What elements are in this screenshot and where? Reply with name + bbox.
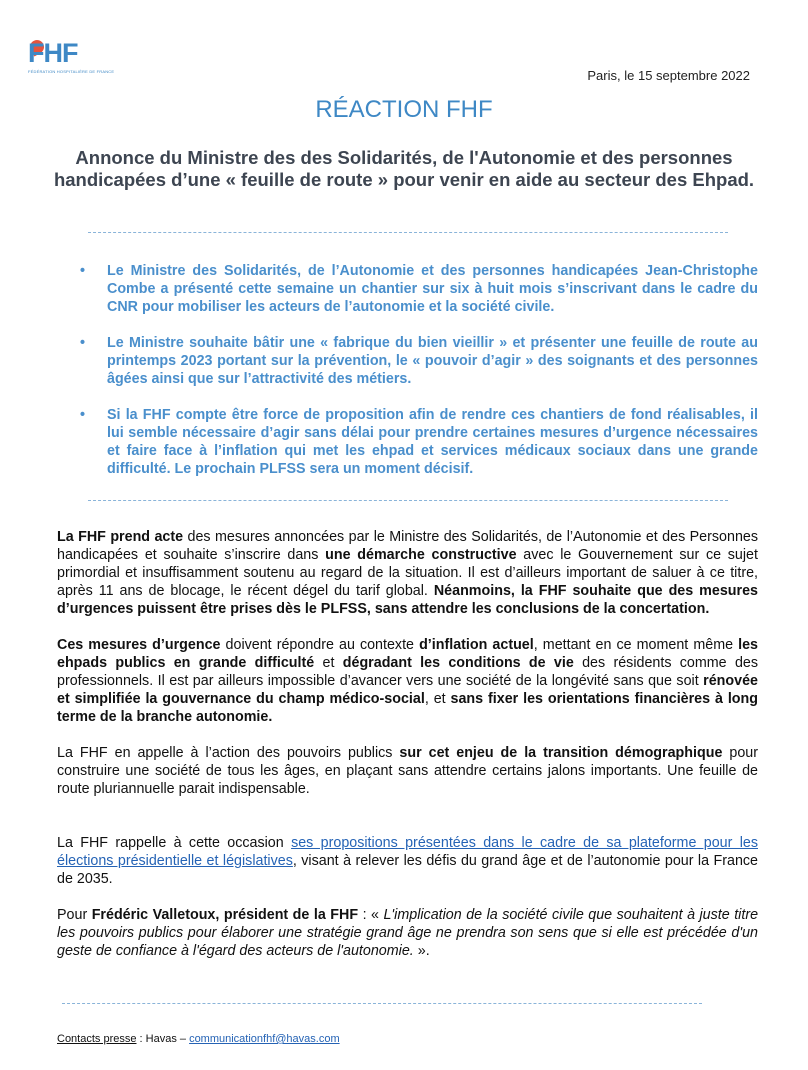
page-subtitle: Annonce du Ministre des des Solidarités, de l'Autonomie et des personnes handicapées d’une « feuille de route » pour venir en aide au secteur des Ehpad. <box>53 147 755 190</box>
list-item: • Le Ministre souhaite bâtir une « fabrique du bien vieillir » et présenter une feuille de route au printemps 2023 portant sur la prévention, le « pouvoir d’agir » des soignants et des personnes âgées ainsi que sur l’attractivité des métiers. <box>80 335 758 387</box>
bullet-icon: • <box>80 407 86 423</box>
list-item: • Le Ministre des Solidarités, de l’Autonomie et des personnes handicapées Jean-Christophe Combe a présenté cette semaine un chantier sur six à huit mois s’inscrivant dans le cadre du CNR pour mobiliser les acteurs de l’autonomie et la société civile. <box>80 263 758 315</box>
bullet-icon: • <box>80 263 86 279</box>
divider-bottom <box>62 1003 702 1004</box>
logo-tagline: FÉDÉRATION HOSPITALIÈRE DE FRANCE <box>28 69 115 74</box>
press-contact: Contacts presse : Havas – communicationfhf@havas.com <box>57 1033 340 1045</box>
paragraph-2: Ces mesures d’urgence doivent répondre au contexte d’inflation actuel, mettant en ce moment même les ehpads publics en grande difficulté et dégradant les conditions de vie des résidents comme des professionnels. Il est par ailleurs impossible d’avancer vers une société de la longévité sans que soit rénovée et simplifiée la gouvernance du champ médico-social, et sans fixer les orientations financières à long terme de la branche autonomie. <box>57 637 758 725</box>
divider-middle <box>88 500 728 501</box>
paragraph-3: La FHF en appelle à l’action des pouvoirs publics sur cet enjeu de la transition démographique pour construire une société de tous les âges, en plaçant sans attendre certains jalons importants. Une feuille de route pluriannuelle parait indispensable. <box>57 745 758 797</box>
page-title: RÉACTION FHF <box>315 96 493 123</box>
contact-email-link[interactable]: communicationfhf@havas.com <box>189 1033 340 1045</box>
paragraph-5-quote: Pour Frédéric Valletoux, président de la FHF : « L'implication de la société civile que souhaitent à juste titre les pouvoirs publics pour élaborer une stratégie grand âge ne prendra son sens que si elle est précédée d'un geste de confiance à l'égard des acteurs de l'autonomie. ». <box>57 907 759 959</box>
paragraph-1: La FHF prend acte des mesures annoncées par le Ministre des Solidarités, de l’Autonomie et des Personnes handicapées et souhaite s’inscrire dans une démarche constructive avec le Gouvernement sur ce sujet primordial et insuffisamment soutenu au regard de la situation. Il est d’ailleurs important de saluer à ce titre, après 11 ans de blocage, le récent dégel du tarif global. Néanmoins, la FHF souhaite que des mesures d’urgences puissent être prises dès le PLFSS, sans attendre les conclusions de la concertation. <box>57 529 758 617</box>
bullet-icon: • <box>80 335 86 351</box>
document-date: Paris, le 15 septembre 2022 <box>587 68 750 83</box>
logo-text: FHF <box>28 38 78 68</box>
list-item: • Si la FHF compte être force de proposition afin de rendre ces chantiers de fond réalisables, il lui semble nécessaire d’agir sans délai pour prendre certaines mesures d’urgence nécessaires et faire face à l’inflation qui met les ehpad et services médicaux sociaux dans une grande difficulté. Le prochain PLFSS sera un moment décisif. <box>80 407 758 477</box>
contact-label: Contacts presse <box>57 1033 137 1045</box>
fhf-logo <box>28 38 118 78</box>
press-release-body <box>57 528 758 978</box>
platform-link[interactable]: ses propositions présentées dans le cadre de sa plateforme pour les élections présidentielle et législatives <box>57 835 758 869</box>
paragraph-4: La FHF rappelle à cette occasion ses propositions présentées dans le cadre de sa plateforme pour les élections présidentielle et législatives, visant à relever les défis du grand âge et de l’autonomie pour la France de 2035. <box>57 835 758 887</box>
divider-top <box>88 232 728 233</box>
key-points-list <box>80 262 758 496</box>
